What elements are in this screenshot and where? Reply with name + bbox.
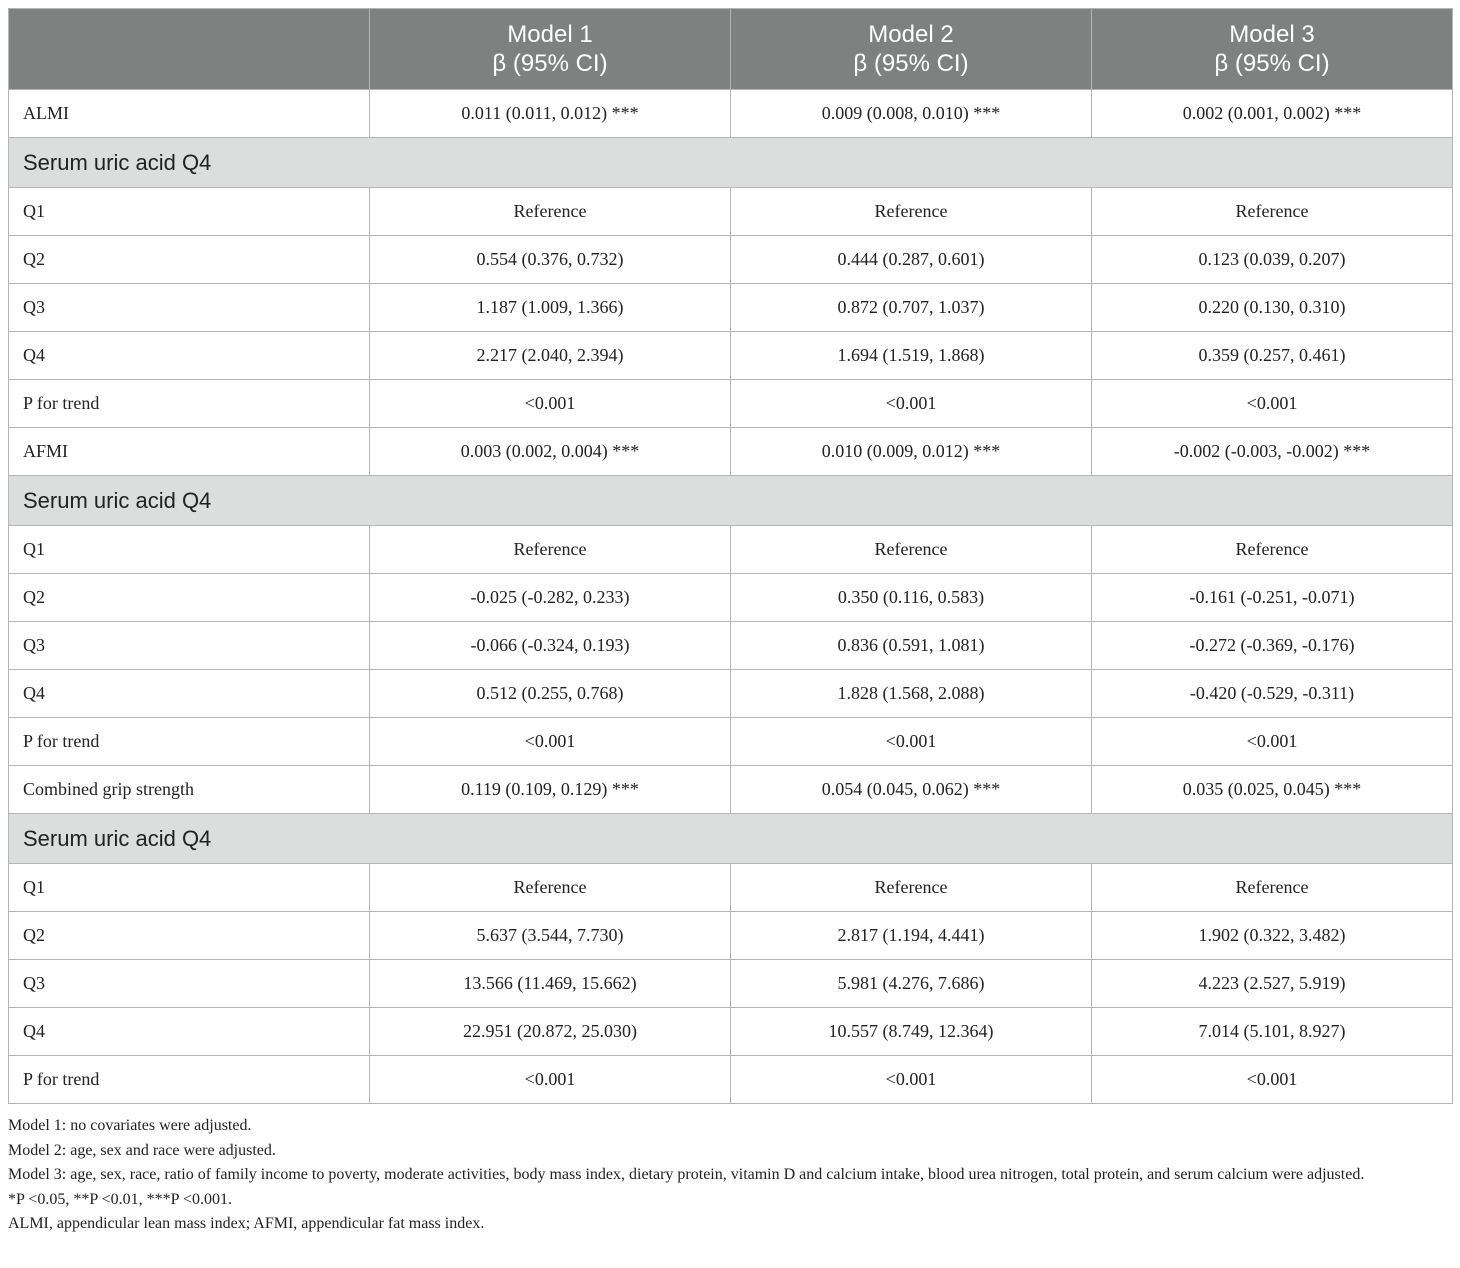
header-model-2	[731, 9, 1092, 90]
header-model-3	[1092, 9, 1453, 90]
header-model-1-title: Model 1	[507, 21, 593, 48]
row-label: P for trend	[9, 718, 370, 766]
cell-model-1: 13.566 (11.469, 15.662)	[370, 960, 731, 1008]
cell-model-1: 1.187 (1.009, 1.366)	[370, 284, 731, 332]
section-label: Serum uric acid Q4	[9, 476, 1453, 526]
cell-model-2: <0.001	[731, 718, 1092, 766]
regression-results-table	[8, 8, 1453, 1104]
table-row	[9, 188, 1453, 236]
row-label: Q2	[9, 912, 370, 960]
table-header-row	[9, 9, 1453, 90]
row-label: Q3	[9, 284, 370, 332]
cell-model-2: 5.981 (4.276, 7.686)	[731, 960, 1092, 1008]
cell-model-2: 0.872 (0.707, 1.037)	[731, 284, 1092, 332]
cell-model-1: 0.119 (0.109, 0.129) ***	[370, 766, 731, 814]
cell-model-3: Reference	[1092, 188, 1453, 236]
table-row	[9, 864, 1453, 912]
cell-model-1: 5.637 (3.544, 7.730)	[370, 912, 731, 960]
cell-model-2: 0.836 (0.591, 1.081)	[731, 622, 1092, 670]
cell-model-3: 1.902 (0.322, 3.482)	[1092, 912, 1453, 960]
cell-model-2: Reference	[731, 526, 1092, 574]
cell-model-3: -0.161 (-0.251, -0.071)	[1092, 574, 1453, 622]
cell-model-3: <0.001	[1092, 380, 1453, 428]
cell-model-3: 7.014 (5.101, 8.927)	[1092, 1008, 1453, 1056]
row-label: P for trend	[9, 1056, 370, 1104]
footnote-model-3: Model 3: age, sex, race, ratio of family income to poverty, moderate activities, body mass index, dietary protein, vitamin D and calcium intake, blood urea nitrogen, total protein, and serum calcium were adjusted.	[8, 1166, 1365, 1183]
cell-model-2: 1.694 (1.519, 1.868)	[731, 332, 1092, 380]
table-row	[9, 526, 1453, 574]
row-label: Q3	[9, 960, 370, 1008]
header-model-3-title: Model 3	[1229, 21, 1315, 48]
cell-model-2: <0.001	[731, 380, 1092, 428]
cell-model-3: 0.220 (0.130, 0.310)	[1092, 284, 1453, 332]
cell-model-1: Reference	[370, 864, 731, 912]
footnote-significance: *P <0.05, **P <0.01, ***P <0.001.	[8, 1190, 232, 1208]
row-label: Q2	[9, 574, 370, 622]
cell-model-2: <0.001	[731, 1056, 1092, 1104]
cell-model-2: 10.557 (8.749, 12.364)	[731, 1008, 1092, 1056]
cell-model-3: 0.359 (0.257, 0.461)	[1092, 332, 1453, 380]
row-label: P for trend	[9, 380, 370, 428]
table-row	[9, 912, 1453, 960]
cell-model-2: 0.010 (0.009, 0.012) ***	[731, 428, 1092, 476]
table-row	[9, 960, 1453, 1008]
table-row	[9, 1008, 1453, 1056]
cell-model-3: <0.001	[1092, 718, 1453, 766]
table-row	[9, 622, 1453, 670]
cell-model-3: -0.420 (-0.529, -0.311)	[1092, 670, 1453, 718]
table-row	[9, 670, 1453, 718]
cell-model-2: 1.828 (1.568, 2.088)	[731, 670, 1092, 718]
footnote-abbreviations: ALMI, appendicular lean mass index; AFMI, appendicular fat mass index.	[8, 1215, 485, 1232]
cell-model-3: 0.002 (0.001, 0.002) ***	[1092, 90, 1453, 138]
row-label: Q4	[9, 332, 370, 380]
section-header-row	[9, 476, 1453, 526]
results-table-container	[8, 8, 1452, 1237]
cell-model-1: Reference	[370, 526, 731, 574]
cell-model-1: Reference	[370, 188, 731, 236]
cell-model-1: 0.512 (0.255, 0.768)	[370, 670, 731, 718]
cell-model-1: 2.217 (2.040, 2.394)	[370, 332, 731, 380]
cell-model-3: -0.272 (-0.369, -0.176)	[1092, 622, 1453, 670]
header-model-2-title: Model 2	[868, 21, 954, 48]
cell-model-3: Reference	[1092, 864, 1453, 912]
row-label: Q4	[9, 670, 370, 718]
row-label: Q4	[9, 1008, 370, 1056]
table-row	[9, 380, 1453, 428]
table-row	[9, 574, 1453, 622]
cell-model-2: 2.817 (1.194, 4.441)	[731, 912, 1092, 960]
section-header-row	[9, 138, 1453, 188]
header-model-1	[370, 9, 731, 90]
row-label: Q1	[9, 864, 370, 912]
cell-model-3: 0.123 (0.039, 0.207)	[1092, 236, 1453, 284]
cell-model-1: <0.001	[370, 718, 731, 766]
table-row	[9, 766, 1453, 814]
row-label: Q1	[9, 188, 370, 236]
cell-model-1: 0.003 (0.002, 0.004) ***	[370, 428, 731, 476]
row-label: AFMI	[9, 428, 370, 476]
cell-model-1: <0.001	[370, 1056, 731, 1104]
cell-model-3: <0.001	[1092, 1056, 1453, 1104]
cell-model-2: 0.444 (0.287, 0.601)	[731, 236, 1092, 284]
table-row	[9, 332, 1453, 380]
header-model-1-subtitle: β (95% CI)	[492, 50, 608, 77]
table-row	[9, 236, 1453, 284]
section-label: Serum uric acid Q4	[9, 814, 1453, 864]
cell-model-1: 0.554 (0.376, 0.732)	[370, 236, 731, 284]
cell-model-2: Reference	[731, 188, 1092, 236]
table-row	[9, 718, 1453, 766]
section-label: Serum uric acid Q4	[9, 138, 1453, 188]
row-label: Q2	[9, 236, 370, 284]
table-footnotes	[8, 1114, 1452, 1237]
table-row	[9, 1056, 1453, 1104]
footnote-model-2: Model 2: age, sex and race were adjusted.	[8, 1141, 276, 1159]
cell-model-3: 4.223 (2.527, 5.919)	[1092, 960, 1453, 1008]
row-label: Q3	[9, 622, 370, 670]
cell-model-2: Reference	[731, 864, 1092, 912]
cell-model-2: 0.009 (0.008, 0.010) ***	[731, 90, 1092, 138]
cell-model-1: 0.011 (0.011, 0.012) ***	[370, 90, 731, 138]
cell-model-2: 0.054 (0.045, 0.062) ***	[731, 766, 1092, 814]
table-row	[9, 284, 1453, 332]
table-row	[9, 428, 1453, 476]
header-model-3-subtitle: β (95% CI)	[1214, 50, 1330, 77]
cell-model-1: 22.951 (20.872, 25.030)	[370, 1008, 731, 1056]
section-header-row	[9, 814, 1453, 864]
cell-model-1: -0.066 (-0.324, 0.193)	[370, 622, 731, 670]
row-label: Combined grip strength	[9, 766, 370, 814]
header-model-2-subtitle: β (95% CI)	[853, 50, 969, 77]
row-label: Q1	[9, 526, 370, 574]
cell-model-1: <0.001	[370, 380, 731, 428]
cell-model-1: -0.025 (-0.282, 0.233)	[370, 574, 731, 622]
footnote-model-1: Model 1: no covariates were adjusted.	[8, 1117, 252, 1134]
header-corner-cell	[9, 9, 370, 90]
table-row	[9, 90, 1453, 138]
cell-model-3: 0.035 (0.025, 0.045) ***	[1092, 766, 1453, 814]
cell-model-3: -0.002 (-0.003, -0.002) ***	[1092, 428, 1453, 476]
row-label: ALMI	[9, 90, 370, 138]
cell-model-2: 0.350 (0.116, 0.583)	[731, 574, 1092, 622]
cell-model-3: Reference	[1092, 526, 1453, 574]
